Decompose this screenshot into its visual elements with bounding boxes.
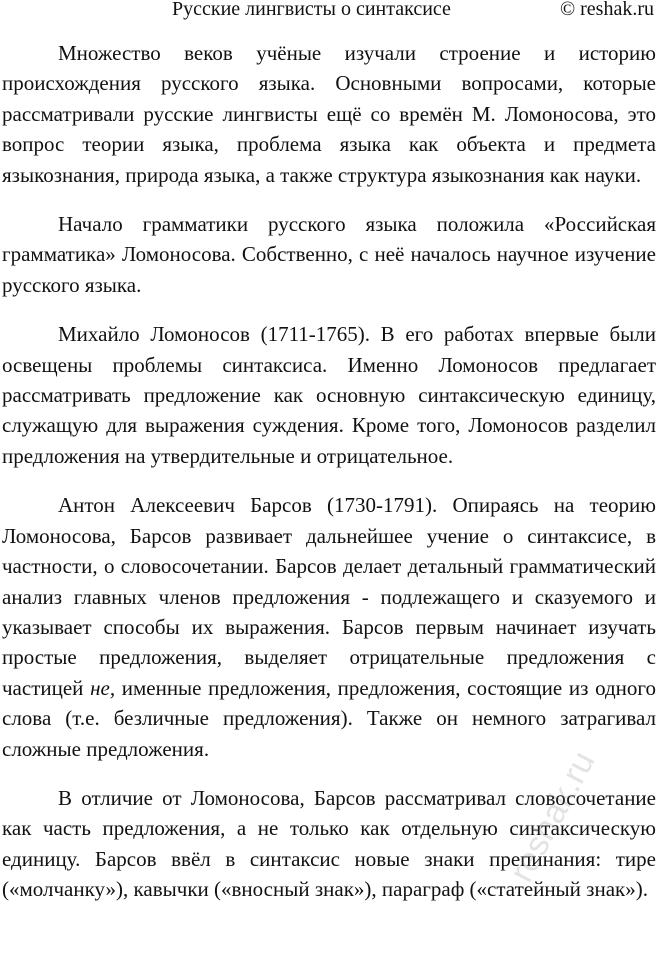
paragraph-intro: Множество веков учёные изучали строение и историю происхождения русского языка. Основными вопросами, которые рассматривали русские лингвисты ещё со времён М. Ломоносова, это вопрос теории языка, проблема языка как объекта и предмета языкознания, природа языка, а также структура языкознания как науки. — [2, 41, 656, 187]
paragraph-lomonosov: Михайло Ломоносов (1711-1765). В его работах впервые были освещены проблемы синтаксиса. Именно Ломоносов предлагает рассматривать предложение как основную синтаксическую единицу, служащую для выражения суждения. Кроме того, Ломоносов разделил предложения на утвердительные и отрицательное. — [2, 322, 656, 468]
paragraph-barsov-part-1: Антон Алексеевич Барсов (1730-1791). Опираясь на теорию Ломоносова, Барсов развивает дальнейшее учение о синтаксисе, в частности, о словосочетании. Барсов делает детальный грамматический анализ главных членов предложения - подлежащего и сказуемого и указывает способы их выражения. Барсов первым начинает изучать простые предложения, выделяет отрицательные предложения с частицей — [2, 493, 656, 700]
document-body — [2, 38, 656, 924]
paragraph-barsov-part-2: именные предложения, предложения, состоящие из одного слова (т.е. безличные предложения). Также он немного затрагивал сложные предложения. — [2, 675, 656, 761]
paragraph-barsov — [2, 490, 656, 764]
paragraph-barsov-italic: не, — [90, 675, 116, 700]
paragraph-grammar: Начало грамматики русского языка положила «Российская грамматика» Ломоносова. Собственно, с неё началось научное изучение русского языка. — [2, 212, 656, 297]
site-brand: © reshak.ru — [559, 0, 654, 20]
page-header — [0, 0, 658, 22]
page-title: Русские лингвисты о синтаксисе — [172, 0, 451, 20]
watermark-text: reshak.ru — [502, 745, 603, 889]
paragraph-comparison: В отличие от Ломоносова, Барсов рассматривал словосочетание как часть предложения, а не только как отдельную синтаксическую единицу. Барсов ввёл в синтаксис новые знаки препинания: тире («молчанку»), кавычки («вносный знак»), параграф («статейный знак»). — [2, 785, 656, 902]
